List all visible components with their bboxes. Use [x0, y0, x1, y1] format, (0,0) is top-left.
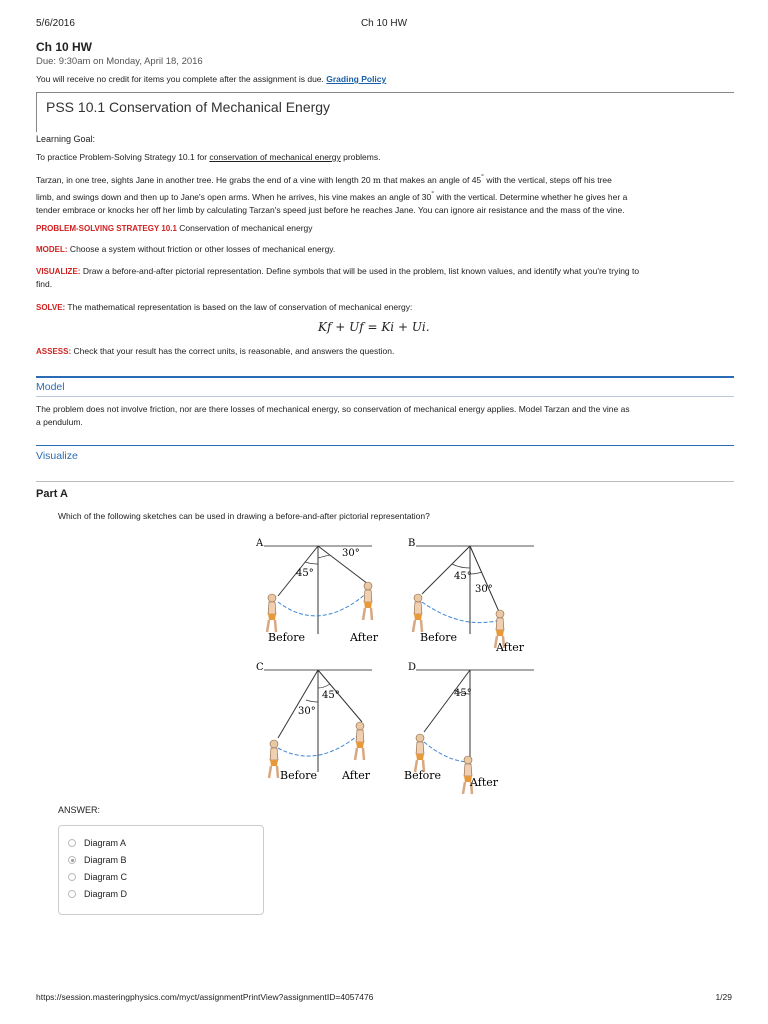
tarzan-text-c: with the vertical, steps off his tree — [484, 174, 612, 185]
tarzan-text-e: with the vertical. Determine whether he gives her a — [434, 191, 628, 202]
diagram-a-label: A — [256, 538, 264, 549]
diagram-d-label: D — [408, 662, 417, 673]
diagram-d-angle-45: 45° — [454, 688, 472, 699]
problem-box-left-rule — [36, 92, 37, 132]
strategy-label: PROBLEM-SOLVING STRATEGY 10.1 — [36, 224, 177, 233]
model-body-line-1: The problem does not involve friction, nor are there losses of mechanical energy, so conservation of mechanical energy applies. Model Tarzan and the vine as — [36, 404, 630, 414]
model-body-line-2: a pendulum. — [36, 417, 83, 427]
option-diagram-b[interactable] — [68, 855, 127, 865]
answer-label: ANSWER: — [58, 805, 101, 815]
tarzan-paragraph — [36, 171, 736, 217]
diagram-a-angle-45: 45° — [296, 568, 314, 579]
diagram-c-before: Before — [280, 769, 318, 782]
strategy-heading — [36, 222, 736, 235]
visualize-text-2: find. — [36, 279, 53, 289]
goal-prefix: To practice Problem-Solving Strategy 10.1 for — [36, 152, 210, 162]
visualize-section-rule — [36, 445, 734, 446]
diagram-a-before: Before — [268, 631, 306, 644]
assignment-title: Ch 10 HW — [36, 40, 93, 54]
option-diagram-c[interactable] — [68, 872, 127, 882]
tarzan-line-3: tender embrace or knocks her off her limb by calculating Tarzan's speed just before he reaches Jane. You can ignore air resistance and the mass of the vine. — [36, 204, 625, 215]
due-date: Due: 9:30am on Monday, April 18, 2016 — [36, 56, 203, 67]
assess-step — [36, 345, 736, 358]
problem-box-top-rule — [36, 92, 734, 93]
diagram-b — [408, 538, 534, 654]
model-text: Choose a system without friction or other losses of mechanical energy. — [67, 244, 336, 254]
tarzan-line-1 — [36, 171, 736, 188]
goal-suffix: problems. — [340, 152, 381, 162]
goal-link[interactable]: conservation of mechanical energy — [209, 152, 341, 162]
credit-note — [36, 74, 386, 84]
option-label: Diagram D — [84, 889, 128, 899]
model-section-title[interactable]: Model — [36, 381, 65, 393]
diagram-d-before: Before — [404, 769, 442, 782]
radio-icon[interactable] — [68, 890, 76, 898]
assess-text: Check that your result has the correct units, is reasonable, and answers the question. — [71, 346, 395, 356]
length-unit: m — [372, 175, 381, 186]
print-header-title: Ch 10 HW — [360, 18, 408, 29]
model-section-rule — [36, 376, 734, 378]
diagram-c-angle-45: 45° — [322, 690, 340, 701]
diagram-a-angle-30: 30° — [342, 548, 360, 559]
radio-icon[interactable] — [68, 839, 76, 847]
diagram-d-after: After — [470, 776, 499, 789]
page-number: 1/29 — [715, 992, 732, 1002]
diagram-b-angle-45: 45° — [454, 571, 472, 582]
degree-symbol-2: ° — [431, 189, 435, 198]
diagram-c-angle-30: 30° — [298, 706, 316, 717]
assess-label: ASSESS: — [36, 347, 72, 356]
diagram-a-after: After — [350, 631, 379, 644]
solve-label: SOLVE: — [36, 303, 66, 312]
visualize-label: VISUALIZE: — [36, 267, 81, 276]
model-section-body — [36, 403, 736, 429]
grading-policy-link[interactable]: Grading Policy — [326, 74, 387, 84]
option-diagram-d[interactable] — [68, 889, 127, 899]
learning-goal-text — [36, 151, 736, 164]
tarzan-line-2 — [36, 188, 736, 204]
diagram-c-after: After — [342, 769, 371, 782]
diagram-b-before: Before — [420, 631, 458, 644]
part-a-rule — [36, 481, 734, 482]
diagram-b-label: B — [408, 538, 416, 549]
option-label: Diagram B — [84, 855, 127, 865]
part-a-question: Which of the following sketches can be used in drawing a before-and-after pictorial representation? — [58, 511, 430, 521]
tarzan-text-a: Tarzan, in one tree, sights Jane in another tree. He grabs the end of a vine with length 20 — [36, 174, 373, 185]
diagram-c — [256, 662, 372, 782]
visualize-section-title[interactable]: Visualize — [36, 450, 78, 462]
model-label: MODEL: — [36, 245, 68, 254]
diagram-d — [404, 662, 534, 794]
tarzan-text-d: limb, and swings down and then up to Jane's open arms. When he arrives, his vine makes an angle of 30 — [36, 191, 432, 202]
footer-url: https://session.masteringphysics.com/myct/assignmentPrintView?assignmentID=4057476 — [36, 992, 374, 1002]
energy-formula: Kf + Uf = Ki + Ui. — [318, 320, 430, 334]
pendulum-diagrams — [250, 534, 540, 794]
option-label: Diagram C — [84, 872, 128, 882]
diagram-a — [255, 538, 379, 644]
diagram-c-label: C — [256, 662, 264, 673]
solve-text: The mathematical representation is based on the law of conservation of mechanical energy: — [65, 302, 413, 312]
radio-icon[interactable] — [68, 873, 76, 881]
diagram-b-after: After — [496, 641, 525, 654]
learning-goal-label: Learning Goal: — [36, 134, 96, 144]
degree-symbol-1: ° — [481, 173, 484, 181]
model-step — [36, 243, 736, 256]
credit-note-text: You will receive no credit for items you complete after the assignment is due. — [36, 74, 324, 84]
radio-selected-icon[interactable] — [68, 856, 76, 864]
part-a-title: Part A — [36, 488, 68, 500]
visualize-step — [36, 265, 736, 291]
option-label: Diagram A — [84, 838, 127, 848]
tarzan-text-b: that makes an angle of 45 — [380, 174, 482, 185]
strategy-text: Conservation of mechanical energy — [176, 223, 313, 233]
problem-title: PSS 10.1 Conservation of Mechanical Energy — [46, 99, 331, 115]
print-date: 5/6/2016 — [36, 18, 75, 29]
model-section-underline — [36, 396, 734, 397]
diagram-b-angle-30: 30° — [475, 584, 493, 595]
option-diagram-a[interactable] — [68, 838, 126, 848]
solve-step — [36, 301, 736, 314]
visualize-text: Draw a before-and-after pictorial representation. Define symbols that will be used in the problem, list known values, and identify what you're trying to — [80, 266, 640, 276]
